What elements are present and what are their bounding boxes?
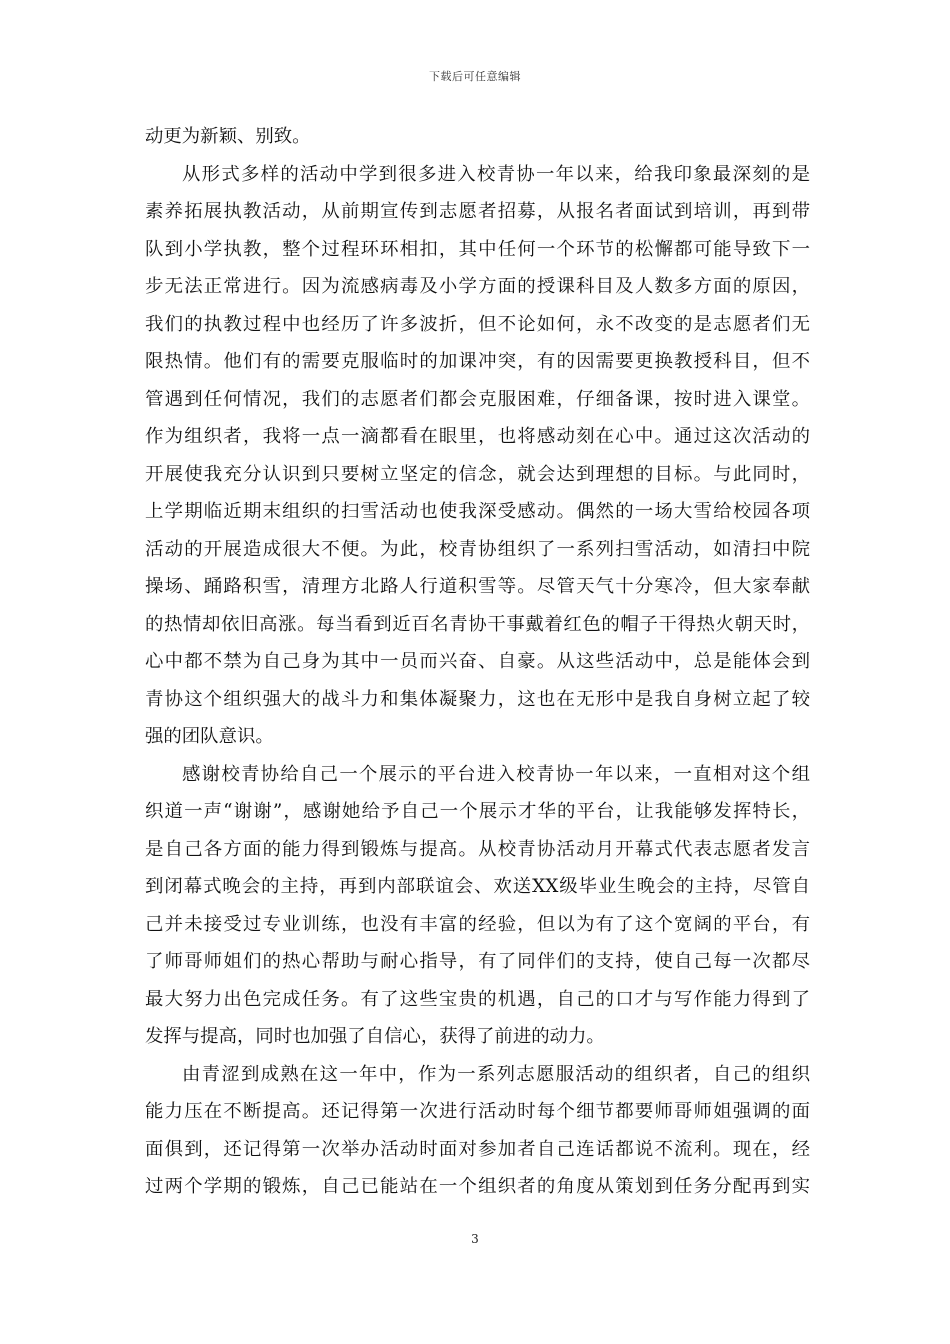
text-line: 操场、踊路积雪，清理方北路人行道积雪等。尽管天气十分寒冷，但大家奉献 [145,576,810,597]
text-line: 过两个学期的锻炼，自己已能站在一个组织者的角度从策划到任务分配再到实 [145,1176,810,1197]
text-line: 最大努力出色完成任务。有了这些宝贵的机遇，自己的口才与写作能力得到了 [145,988,810,1010]
text-line: 从形式多样的活动中学到很多进入校青协一年以来，给我印象最深刻的是 [182,163,810,185]
text-line: 是自己各方面的能力得到锻炼与提高。从校青协活动月开幕式代表志愿者发言 [145,838,810,860]
text-line: 能力压在不断提高。还记得第一次进行活动时每个细节都要师哥师姐强调的面 [145,1101,810,1122]
text-line: 动更为新颖、别致。 [145,126,311,147]
text-line: 青协这个组织强大的战斗力和集体凝聚力，这也在无形中是我自身树立起了较 [145,688,810,710]
text-line: 发挥与提高，同时也加强了自信心，获得了前进的动力。 [145,1026,605,1047]
text-line: 感谢校青协给自己一个展示的平台进入校青协一年以来，一直相对这个组 [182,763,810,785]
page-number: 3 [471,1232,479,1246]
text-line: 我们的执教过程中也经历了许多波折，但不论如何，永不改变的是志愿者们无 [145,313,810,335]
text-line: 限热情。他们有的需要克服临时的加课冲突，有的因需要更换教授科目，但不 [145,351,810,372]
text-line: 管遇到任何情况，我们的志愿者们都会克服困难，仔细备课，按时进入课堂。 [145,388,810,410]
page-header: 下载后可任意编辑 [429,70,521,83]
text-line: 步无法正常进行。因为流感病毒及小学方面的授课科目及人数多方面的原因， [145,276,810,297]
text-line: 强的团队意识。 [145,726,274,747]
text-line: 上学期临近期末组织的扫雪活动也使我深受感动。偶然的一场大雪给校园各项 [145,501,810,522]
text-line: 面俱到，还记得第一次举办活动时面对参加者自己连话都说不流利。现在，经 [145,1138,810,1160]
text-line: 到闭幕式晚会的主持，再到内部联谊会、欢送XX级毕业生晚会的主持，尽管自 [145,876,810,897]
text-line: 由青涩到成熟在这一年中，作为一系列志愿服活动的组织者，自己的组织 [182,1063,810,1085]
text-line: 的热情却依旧高涨。每当看到近百名青协干事戴着红色的帽子干得热火朝天时， [145,613,810,635]
body-text [145,118,810,1206]
text-line: 作为组织者，我将一点一滴都看在眼里，也将感动刻在心中。通过这次活动的 [145,426,810,447]
text-line: 了师哥师姐们的热心帮助与耐心指导，有了同伴们的支持，使自己每一次都尽 [145,951,810,972]
text-line: 队到小学执教，整个过程环环相扣，其中任何一个环节的松懈都可能导致下一 [145,238,810,260]
text-line: 活动的开展造成很大不便。为此，校青协组织了一系列扫雪活动，如清扫中院 [145,538,810,560]
text-line: 素养拓展执教活动，从前期宣传到志愿者招募，从报名者面试到培训，再到带 [145,201,810,222]
text-line: 心中都不禁为自己身为其中一员而兴奋、自豪。从这些活动中，总是能体会到 [145,651,810,672]
text-line: 织道一声“谢谢”，感谢她给予自己一个展示才华的平台，让我能够发挥特长， [145,801,810,822]
text-line: 开展使我充分认识到只要树立坚定的信念，就会达到理想的目标。与此同时， [145,463,810,485]
text-line: 己并未接受过专业训练，也没有丰富的经验，但以为有了这个宽阔的平台，有 [145,913,810,935]
